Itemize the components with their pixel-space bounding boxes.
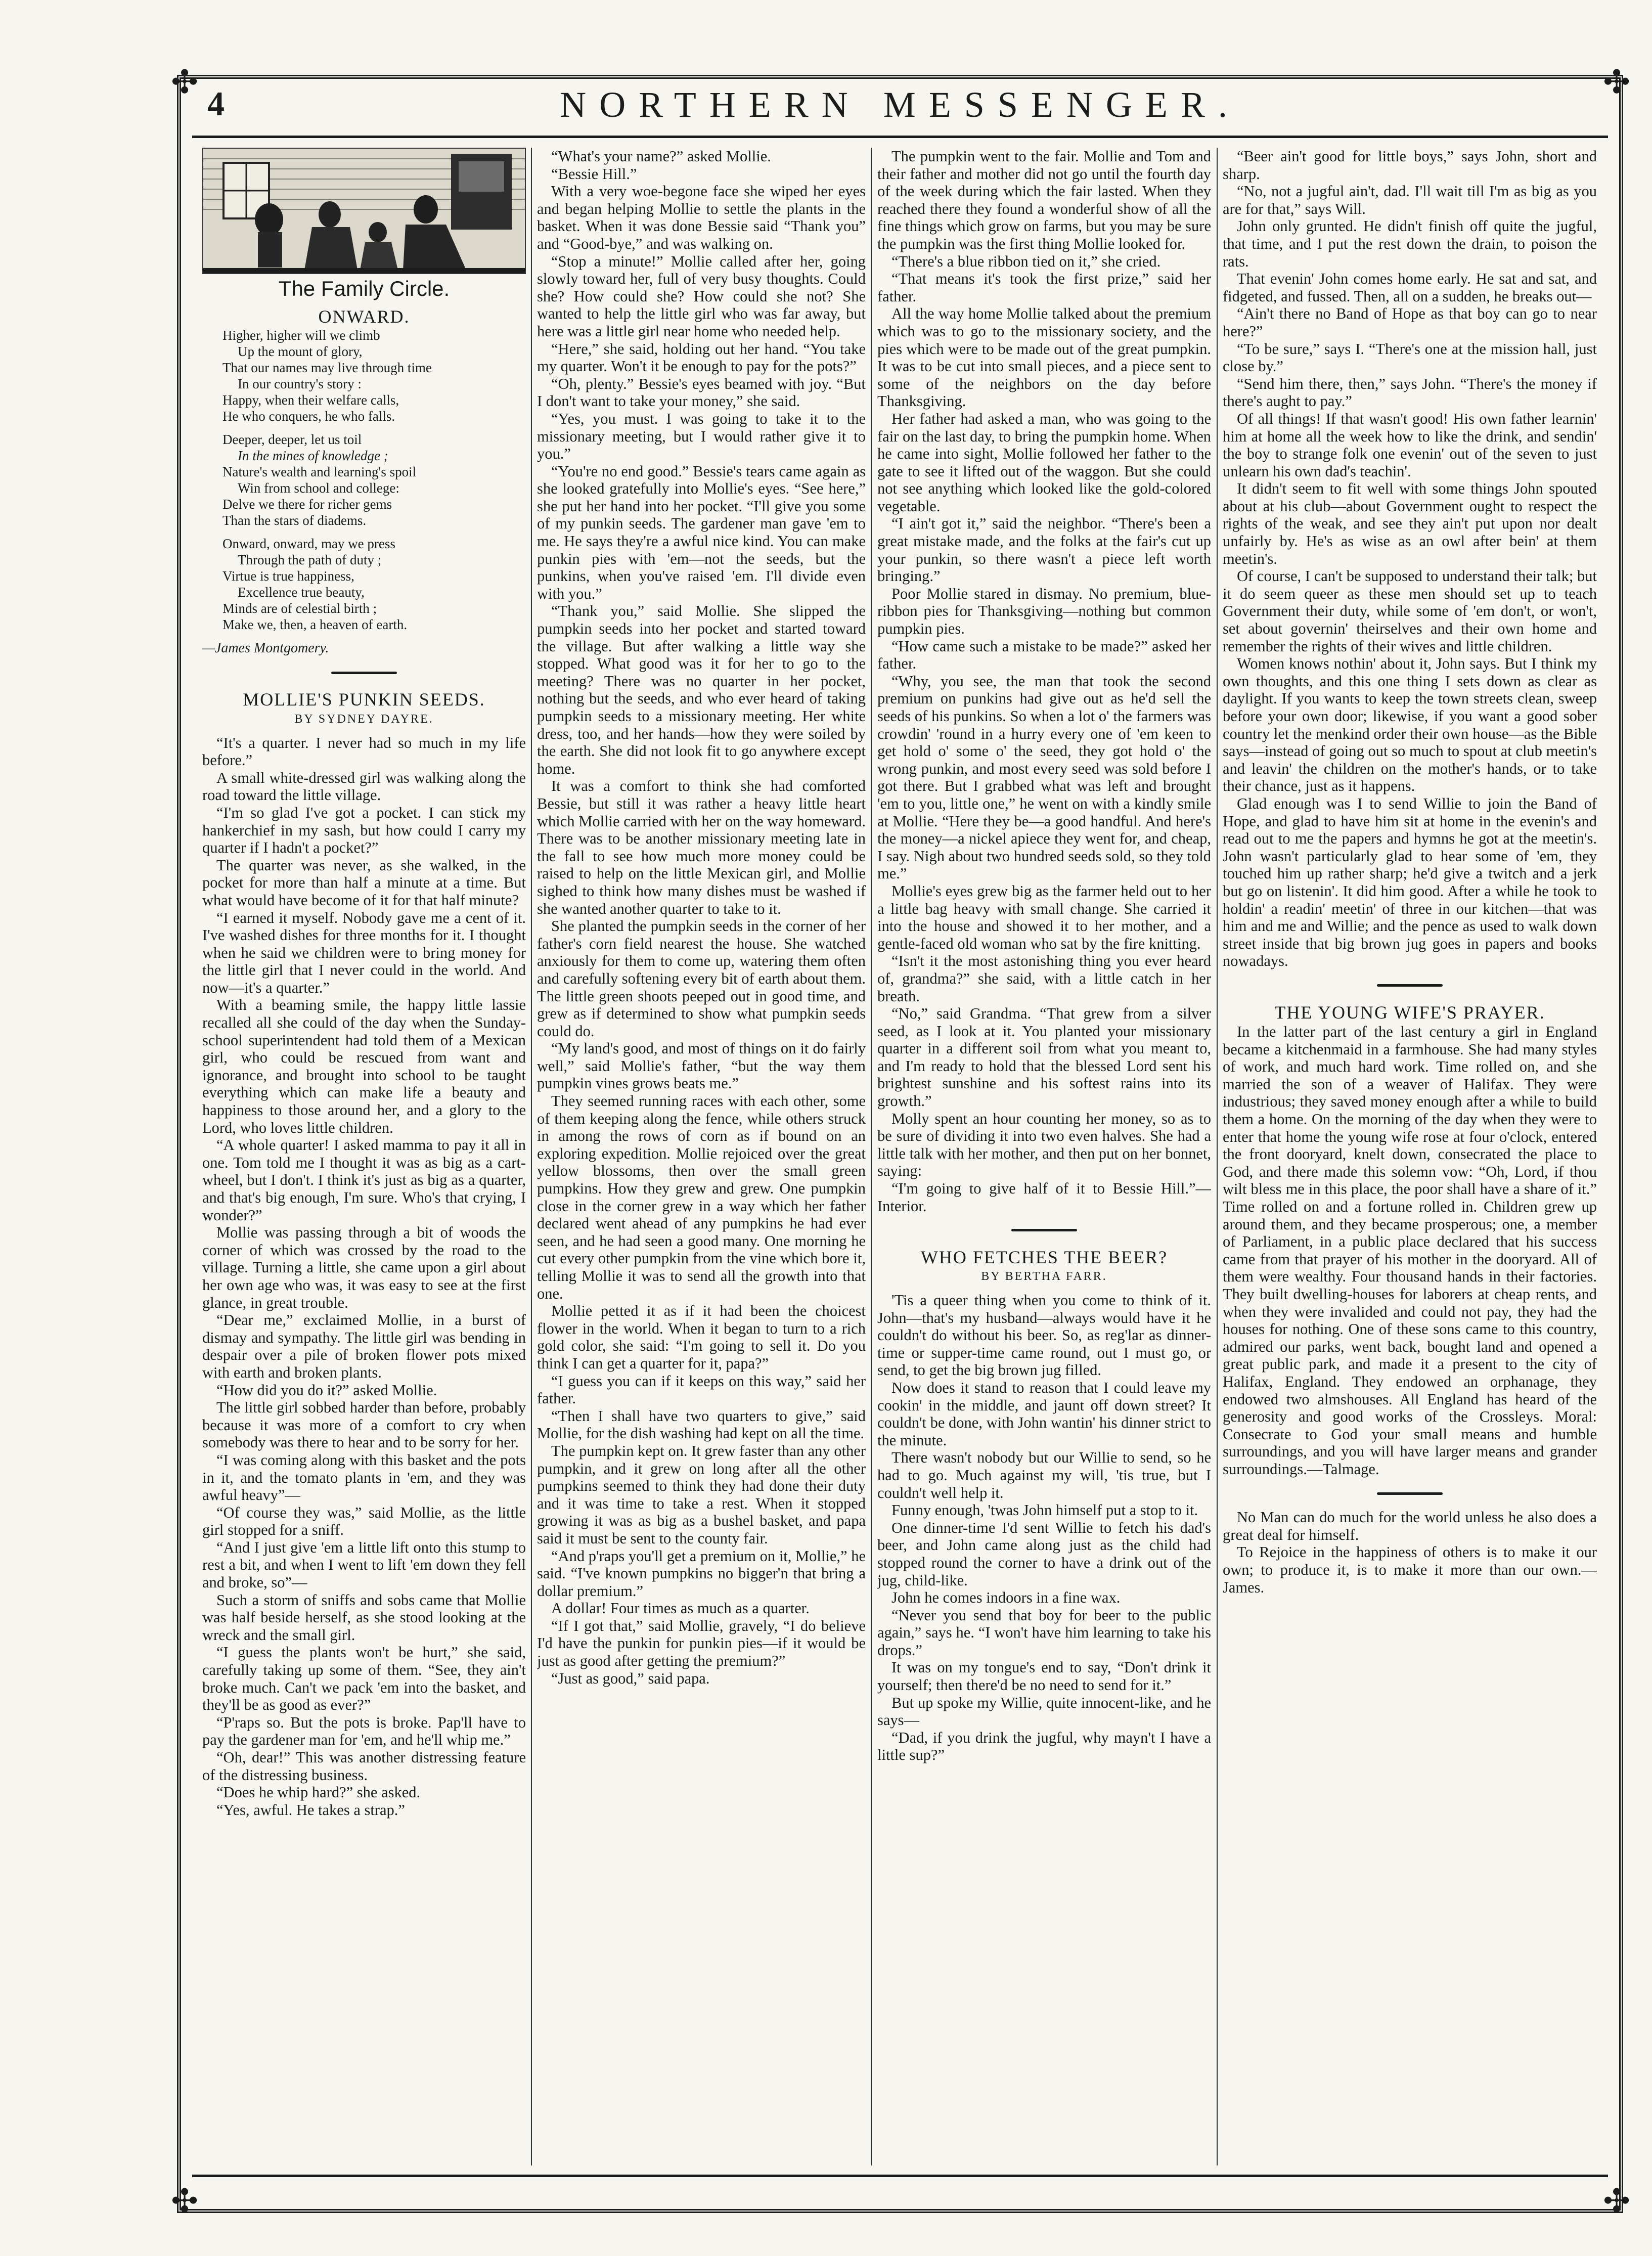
paragraph: Of course, I can't be supposed to understand their talk; but it do seem queer as these men should set up to teach Government their duty, while some of 'em don't, or won't, set about governin' theirselves and their own home and remember the rights of their wives and little children. — [1223, 567, 1597, 655]
paragraph: “Stop a minute!” Mollie called after her, going slowly toward her, full of very busy thoughts. Could she? How could she? How could she not? She wanted to help the little girl who was far away, but here was a little girl near home who needed help. — [537, 252, 866, 340]
paragraph: “How did you do it?” asked Mollie. — [216, 1381, 437, 1399]
paragraph: “Ain't there no Band of Hope as that boy can go to near here?” — [1223, 305, 1597, 340]
filler-paragraph: To Rejoice in the happiness of others is to make it our own; to produce it, is to make it more than our own.—James. — [1223, 1543, 1597, 1596]
paragraph: Mollie's eyes grew big as the farmer held out to her a little bag heavy with small change. She carried it into the house and showed it to her mother, and a gentle-faced old woman who sat by the fire knitting. — [877, 882, 1211, 952]
poem-line: Win from school and college: — [238, 480, 399, 496]
poem-line: Up the mount of glory, — [238, 344, 363, 360]
story-text — [1223, 1023, 1597, 1478]
poem-line: Than the stars of diadems. — [222, 513, 367, 528]
paragraph: “Does he whip hard?” she asked. — [216, 1784, 421, 1801]
paragraph: Women knows nothin' about it, John says. But I think my own thoughts, and this one thing I sets down as clear as daylight. If you wants to keep the town streets clean, sweep before your own door; likewise, if you want a good sober country let the menkind order their own house—as the Bible says—instead of going out so much to spout at club meetin's and leavin' the children on the mother's hands, or to take their chance, just as it happens. — [1223, 655, 1597, 795]
story-title: MOLLIE'S PUNKIN SEEDS. — [243, 689, 485, 710]
divider — [1223, 978, 1597, 996]
poem-line: Minds are of celestial birth ; — [222, 601, 377, 616]
corner-ornament-icon: ✣ — [1603, 2183, 1630, 2220]
paragraph: With a very woe-begone face she wiped her eyes and began helping Mollie to settle the plants in the basket. When it was done Bessie said “Thank you” and “Good-bye,” and was walking on. — [537, 183, 866, 252]
paragraph: In the latter part of the last century a girl in England became a kitchenmaid in a farmhouse. She had many styles of work, and much hard work. Time rolled on, and she married the son of a weaver of Halifax. They were industrious; they saved money enough after a while to build them a home. On the morning of the day when they were to enter that home the young wife rose at four o'clock, entered the front dooryard, knelt down, consecrated the place to God, and there made this solemn vow: “Oh, Lord, if thou wilt bless me in this place, the poor shall have a share of it.” Time rolled on and a fortune rolled in. Children grew up around them, and they became prosperous; one, a member of Parliament, in a public place declared that his success came from that prayer of his mother in the dooryard. All of them were wealthy. Four thousand hands in their factories. They built dwelling-houses for laborers at cheap rents, and when they were invalided and could not pay, they had the houses for nothing. One of these sons came to this country, admired our parks, went back, bought land and opened a great public park, and made it a present to the city of Halifax, England. They endowed an orphanage, they endowed two almshouses. All England has heard of the generosity and good works of the Crossleys. Moral: Consecrate to God your small means and humble surroundings, and you will have larger means and grander surroundings.—Talmage. — [1223, 1023, 1597, 1478]
paragraph: “Bessie Hill.” — [551, 165, 637, 183]
paragraph: “Just as good,” said papa. — [551, 1669, 710, 1687]
paragraph: “No,” said Grandma. “That grew from a silver seed, as I look at it. You planted your missionary quarter in a different soil from what you meant to, and I'm ready to hold that the blessed Lord sent his brightest sunshine and his softest rains into its growth.” — [877, 1005, 1211, 1110]
poem-line: Excellence true beauty, — [238, 585, 365, 600]
story-byline: BY BERTHA FARR. — [981, 1270, 1107, 1284]
poem-line: In our country's story : — [238, 376, 362, 392]
paragraph: “There's a blue ribbon tied on it,” she cried. — [891, 252, 1161, 270]
corner-ornament-icon: ✣ — [171, 64, 198, 101]
paragraph: “I was coming along with this basket and the pots in it, and the tomato plants in 'em, and they was awful heavy”— — [202, 1451, 526, 1504]
paragraph: “Beer ain't good for little boys,” says John, short and sharp. — [1223, 148, 1597, 183]
paragraph: Molly spent an hour counting her money, so as to be sure of dividing it into two even halves. She had a little talk with her mother, and then put on her bonnet, saying: — [877, 1110, 1211, 1180]
paragraph: “Yes, you must. I was going to take it to the missionary meeting, but I would rather give it to you.” — [537, 410, 866, 463]
poem-title: ONWARD. — [318, 306, 410, 327]
poem-line: Onward, onward, may we press — [222, 536, 395, 552]
paragraph: But up spoke my Willie, quite innocent-like, and he says— — [877, 1694, 1211, 1729]
family-scene-illustration — [203, 149, 525, 273]
story-text — [202, 734, 526, 1819]
paragraph: It was a comfort to think she had comforted Bessie, but still it was rather a heavy little heart which Mollie carried with her on the way homeward. There was to be another missionary meeting late in the fall to see how much more money could be raised to help on the little Mexican girl, and Mollie sighed to think how many dishes must be washed if she wanted another quarter to take to it. — [537, 777, 866, 917]
paragraph: It was on my tongue's end to say, “Don't drink it yourself; then there'd be no need to send for it.” — [877, 1659, 1211, 1694]
paragraph: “And p'raps you'll get a premium on it, Mollie,” he said. “I've known pumpkins no bigger'n that bring a dollar premium.” — [537, 1547, 866, 1600]
paragraph: “Here,” she said, holding out her hand. “You take my quarter. Won't it be enough to pay for the pots?” — [537, 340, 866, 375]
paragraph: Of all things! If that wasn't good! His own father learnin' him at home all the week how to like the drink, and sendin' the boy to strange folk one evenin' out of the seven to just unlearn his own dad's teachin'. — [1223, 410, 1597, 480]
paragraph: “That means it's took the first prize,” said her father. — [877, 270, 1211, 305]
paragraph: “If I got that,” said Mollie, gravely, “I do believe I'd have the punkin for punkin pies—if it would be just as good after getting the premium?” — [537, 1617, 866, 1670]
story-text — [1223, 148, 1597, 970]
poem-line: Happy, when their welfare calls, — [222, 392, 399, 408]
header-rule — [192, 136, 1608, 138]
column-3 — [877, 148, 1211, 2165]
poem-line: In the mines of knowledge ; — [238, 448, 388, 464]
paragraph: A small white-dressed girl was walking along the road toward the little village. — [202, 769, 526, 804]
filler-paragraph: No Man can do much for the world unless he also does a great deal for himself. — [1223, 1509, 1597, 1543]
poem-line: Through the path of duty ; — [238, 552, 382, 568]
poem-attribution: —James Montgomery. — [202, 640, 329, 656]
paragraph: She planted the pumpkin seeds in the corner of her father's corn field nearest the house. She watched anxiously for them to come up, watering them often and carefully softening every bit of earth about them. The little green shoots peeped out in good time, and grew as if determined to show what pumpkin seeds could do. — [537, 917, 866, 1040]
paragraph: The pumpkin went to the fair. Mollie and Tom and their father and mother did not go until the fourth day of the week during which the fair lasted. When they reached there they found a wonderful show of all the fine things which grow on farms, but you may be sure the pumpkin was the first thing Mollie looked for. — [877, 148, 1211, 252]
paragraph: Now does it stand to reason that I could leave my cookin' in the middle, and jaunt off down street? It couldn't be done, with John wantin' his dinner strict to the minute. — [877, 1379, 1211, 1449]
paragraph: The pumpkin kept on. It grew faster than any other pumpkin, and it grew on long after all the other pumpkins seemed to think they had done their duty and it was time to take a rest. When it stopped growing it was as big as a bushel basket, and papa said it must be sent to the county fair. — [537, 1442, 866, 1547]
column-1 — [202, 148, 526, 2165]
paragraph: 'Tis a queer thing when you come to think of it. John—that's my husband—always would have it he couldn't do without his beer. So, as reg'lar as dinner-time or supper-time came round, out I must go, or send, to get the big brown jug filled. — [877, 1292, 1211, 1379]
column-rule — [871, 148, 872, 2165]
column-rule — [1217, 148, 1218, 2165]
section-title: The Family Circle. — [278, 277, 450, 300]
paragraph: The quarter was never, as she walked, in the pocket for more than half a minute at a time. But what would have become of it for that half minute? — [202, 856, 526, 909]
paragraph: That evenin' John comes home early. He sat and sat, and fidgeted, and fussed. Then, all on a sudden, he breaks out— — [1223, 270, 1597, 305]
divider — [202, 666, 526, 683]
paragraph: “How came such a mistake to be made?” asked her father. — [877, 637, 1211, 673]
footer-rule — [192, 2175, 1608, 2177]
divider — [1223, 1486, 1597, 1504]
paragraph: The little girl sobbed harder than before, probably because it was more of a comfort to cry when somebody was there to hear and to be sorry for her. — [202, 1399, 526, 1451]
paragraph: With a beaming smile, the happy little lassie recalled all she could of the day when the Sunday-school superintendent had told them of a Mexican girl, who could be rescued from want and ignorance, and brought into school to be taught everything which can make life a beauty and happiness to those around her, and a glory to the Lord, who loves little children. — [202, 996, 526, 1136]
paragraph: There wasn't nobody but our Willie to send, so he had to go. Much against my will, 'tis true, but I couldn't well help it. — [877, 1449, 1211, 1501]
paragraph: Glad enough was I to send Willie to join the Band of Hope, and glad to have him sit at home in the evenin's and read out to me the papers and hymns he got at the meetin's. John wasn't particularly glad to hear some of 'em, they touched him up rather sharp; he'd give a twitch and a jerk but go on listenin'. It did him good. After a while he took to holdin' a readin' meetin' of three in our kitchen—that was him and me and Willie; and the pence as used to walk down street inside that big brown jug goes in papers and books nowadays. — [1223, 794, 1597, 970]
paragraph: “And I just give 'em a little lift onto this stump to rest a bit, and when I went to lift 'em down they fell and broke, so”— — [202, 1538, 526, 1591]
page-header — [197, 80, 1603, 137]
paragraph: “Dad, if you drink the jugful, why mayn't I have a little sup?” — [877, 1729, 1211, 1764]
paragraph: “Why, you see, the man that took the second premium on punkins had give out as he'd sell the seeds of his punkins. So when a lot o' the farmers was crowdin' 'round in a hurry every one of 'em keen to get hold o' some o' the seed, they got hold o' the wrong punkin, and most every seed was sold before I got there. But I grabbed what was left and brought 'em to you, little one,” he went on with a kindly smile at Mollie. “Here they be—a good handful. And here's the money—a nickel apiece they went for, and cheap, I say. Nigh about two hundred seeds sold, so they told me.” — [877, 672, 1211, 882]
poem-line: Make we, then, a heaven of earth. — [222, 617, 408, 633]
paragraph: “I'm so glad I've got a pocket. I can stick my hankerchief in my sash, but how could I carry my quarter if I hadn't a pocket?” — [202, 804, 526, 857]
poem-line: Nature's wealth and learning's spoil — [222, 464, 417, 480]
paragraph: It didn't seem to fit well with some things John spouted about at his club—about Government ought to respect the rights of the weak, and see they ain't put upon nor dealt unfairly by. He's as wise as an owl after bein' at them meetin's. — [1223, 480, 1597, 567]
paragraph: John only grunted. He didn't finish off quite the jugful, that time, and I put the rest down the drain, to poison the rats. — [1223, 217, 1597, 270]
paragraph: Such a storm of sniffs and sobs came that Mollie was half beside herself, as she stood looking at the wreck and the small girl. — [202, 1591, 526, 1644]
column-rule — [531, 148, 532, 2165]
paragraph: “I ain't got it,” said the neighbor. “There's been a great mistake made, and the folks at the fair's cut up your punkin, so there wasn't a piece left worth bringing.” — [877, 515, 1211, 585]
paragraph: “Oh, dear!” This was another distressing feature of the distressing business. — [202, 1749, 526, 1784]
paragraph: Her father had asked a man, who was going to the fair on the last day, to bring the pumpkin home. When he came into sight, Mollie followed her father to the gate to see it lifted out of the waggon. But she could not see anything which looked like the gold-colored vegetable. — [877, 410, 1211, 515]
paragraph: “I'm going to give half of it to Bessie Hill.”—Interior. — [877, 1180, 1211, 1215]
family-circle-engraving — [202, 148, 526, 274]
paragraph: “Send him there, then,” says John. “There's the money if there's aught to pay.” — [1223, 375, 1597, 410]
paragraph: Poor Mollie stared in dismay. No premium, blue-ribbon pies for Thanksgiving—nothing but common pumpkin pies. — [877, 585, 1211, 638]
paragraph: “You're no end good.” Bessie's tears came again as she looked gratefully into Mollie's eyes. “See here,” she put her hand into her pocket. “I'll give you some of my punkin seeds. The gardener man gave 'em to me. He says they're a awful nice kind. You can make punkin pies with 'em—not the seeds, but the punkins, when you've raised 'em. I'll divide even with you.” — [537, 462, 866, 602]
paragraph: “Of course they was,” said Mollie, as the little girl stopped for a sniff. — [202, 1503, 526, 1539]
corner-ornament-icon: ✣ — [1603, 64, 1630, 101]
poem-line: Higher, higher will we climb — [222, 328, 380, 343]
corner-ornament-icon: ✣ — [171, 2183, 198, 2220]
story-title: WHO FETCHES THE BEER? — [920, 1247, 1168, 1267]
paragraph: “No, not a jugful ain't, dad. I'll wait till I'm as big as you are for that,” says Will. — [1223, 183, 1597, 217]
paragraph: Funny enough, 'twas John himself put a stop to it. — [891, 1501, 1198, 1519]
story-text — [877, 148, 1211, 1215]
poem-stanza — [222, 536, 526, 633]
paragraph: “I guess the plants won't be hurt,” she said, carefully taking up some of them. “See, they ain't broke much. Can't we pack 'em into the basket, and they'll be as good as ever?” — [202, 1644, 526, 1714]
column-2 — [537, 148, 866, 2165]
paragraph: “A whole quarter! I asked mamma to pay it all in one. Tom told me I thought it was as big as a cart-wheel, but I don't. I think it's just as big as a quarter, and that's big enough, I'm sure. Who's that crying, I wonder?” — [202, 1136, 526, 1224]
story-text — [877, 1292, 1211, 1764]
paragraph: “P'raps so. But the pots is broke. Pap'll have to pay the gardener man for 'em, and he'll whip me.” — [202, 1713, 526, 1749]
paragraph: “Thank you,” said Mollie. She slipped the pumpkin seeds into her pocket and started toward the village. But after walking a little way she stopped. What good was it for her to go to the meeting? There was no quarter in her pocket, nothing but the seeds, and who ever heard of taking pumpkin seeds to a missionary meeting. Her white dress, too, and her hands—how they were soiled by the earth. She did not look fit to go anywhere except home. — [537, 602, 866, 777]
masthead: NORTHERN MESSENGER. — [560, 84, 1240, 125]
paragraph: “I earned it myself. Nobody gave me a cent of it. I've washed dishes for three months for it. I thought when he said we children were to bring money for the little girl that I never could in the world. And now—it's a quarter.” — [202, 909, 526, 996]
paragraph: A dollar! Four times as much as a quarter. — [551, 1600, 810, 1617]
poem-stanza — [222, 327, 526, 424]
paragraph: “Isn't it the most astonishing thing you ever heard of, grandma?” she said, with a little catch in her breath. — [877, 952, 1211, 1005]
paragraph: All the way home Mollie talked about the premium which was to go to the missionary society, and the pies which were to be made out of the great pumpkin. It was to be cut into small pieces, and a piece sent to some of the neighbors on the day before Thanksgiving. — [877, 305, 1211, 410]
paragraph: “Oh, plenty.” Bessie's eyes beamed with joy. “But I don't want to take your money,” she said. — [537, 375, 866, 410]
divider — [877, 1223, 1211, 1241]
poem-body — [222, 327, 526, 633]
paragraph: “I guess you can if it keeps on this way,” said her father. — [537, 1372, 866, 1407]
paragraph: “To be sure,” says I. “There's one at the mission hall, just close by.” — [1223, 340, 1597, 375]
poem-line: Deeper, deeper, let us toil — [222, 432, 362, 448]
paragraph: “My land's good, and most of things on it do fairly well,” said Mollie's father, “but the way them pumpkin vines grows beats me.” — [537, 1040, 866, 1092]
paragraph: Mollie was passing through a bit of woods the corner of which was crossed by the road to the village. Turning a little, she came upon a girl about her own age who was, it was easy to see at the first glance, in great trouble. — [202, 1224, 526, 1311]
paragraph: They seemed running races with each other, some of them keeping along the fence, while others struck in among the rows of corn as if bound on an exploring expedition. Mollie rejoiced over the great yellow blossoms, then over the small green pumpkins. How they grew and grew. One pumpkin close in the corner grew in a way which her father declared went ahead of any pumpkins he had ever seen, and he had seen a good many. One morning he cut every other pumpkin from the vine which bore it, telling Mollie it was to send all the growth into that one. — [537, 1092, 866, 1302]
paragraph: “What's your name?” asked Mollie. — [551, 148, 771, 165]
poem-stanza — [222, 431, 526, 528]
story-byline: BY SYDNEY DAYRE. — [294, 712, 434, 726]
poem-line: Virtue is true happiness, — [222, 568, 354, 584]
page-number: 4 — [207, 84, 225, 123]
paragraph: Mollie petted it as if it had been the choicest flower in the world. When it began to turn to a rich gold color, she said: “I'm going to sell it. Do you think I can get a quarter for it, papa?” — [537, 1302, 866, 1372]
paragraph: One dinner-time I'd sent Willie to fetch his dad's beer, and John came along just as the child had stopped round the corner to have a drink out of the jug, child-like. — [877, 1519, 1211, 1589]
story-title: THE YOUNG WIFE'S PRAYER. — [1274, 1002, 1545, 1023]
column-4 — [1223, 148, 1597, 2165]
poem-line: Delve we there for richer gems — [222, 497, 392, 512]
paragraph: “Then I shall have two quarters to give,” said Mollie, for the dish washing had kept on all the time. — [537, 1407, 866, 1442]
paragraph: “It's a quarter. I never had so much in my life before.” — [202, 734, 526, 769]
paragraph: “Never you send that boy for beer to the public again,” says he. “I won't have him learning to take his drops.” — [877, 1606, 1211, 1659]
paragraph: John he comes indoors in a fine wax. — [891, 1589, 1121, 1607]
paragraph: “Dear me,” exclaimed Mollie, in a burst of dismay and sympathy. The little girl was bending in despair over a pile of broken flower pots mixed with earth and broken plants. — [202, 1311, 526, 1381]
paragraph: “Yes, awful. He takes a strap.” — [216, 1801, 405, 1819]
poem-line: He who conquers, he who falls. — [222, 409, 395, 424]
poem-line: That our names may live through time — [222, 360, 432, 376]
story-text — [537, 148, 866, 1687]
